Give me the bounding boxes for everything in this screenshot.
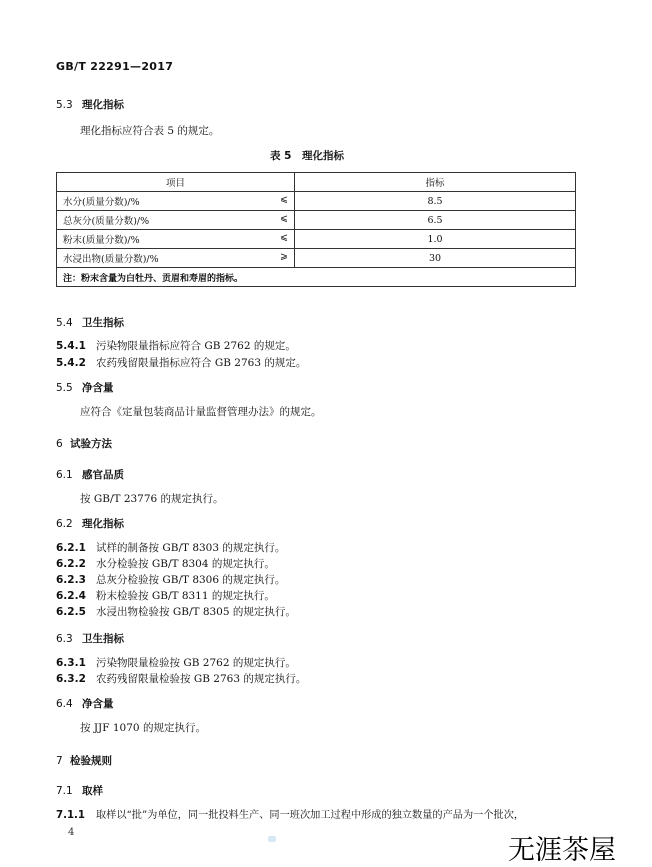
- table-row: [57, 230, 576, 249]
- row-operator: ⩽: [280, 232, 288, 243]
- row-item: 水浸出物(质量分数)/%: [63, 254, 159, 265]
- section-heading-6-4: 6.4 净含量: [56, 698, 114, 710]
- section-heading-6-2: 6.2 理化指标: [56, 518, 124, 530]
- page-number: 4: [68, 827, 75, 838]
- row-operator: ⩾: [280, 251, 288, 262]
- row-value: 6.5: [295, 211, 576, 230]
- table-row: [57, 192, 576, 211]
- list-item: 5.4.1 污染物限量指标应符合 GB 2762 的规定。: [56, 340, 296, 352]
- section-heading-6-3: 6.3 卫生指标: [56, 633, 124, 645]
- table-note-row: [57, 268, 576, 287]
- row-value: 8.5: [295, 192, 576, 211]
- section-heading-7-1: 7.1 取样: [56, 785, 103, 797]
- row-value: 30: [295, 249, 576, 268]
- section-text-6-4: 按 JJF 1070 的规定执行。: [80, 722, 206, 734]
- table-row: [57, 211, 576, 230]
- list-item: 6.3.1 污染物限量检验按 GB 2762 的规定执行。: [56, 657, 296, 669]
- table-header-value: 指标: [295, 173, 576, 192]
- row-value: 1.0: [295, 230, 576, 249]
- watermark-text: 无涯茶屋: [508, 835, 616, 866]
- row-operator: ⩽: [280, 194, 288, 205]
- list-item: 6.2.3 总灰分检验按 GB/T 8306 的规定执行。: [56, 574, 286, 586]
- table-header-row: [57, 173, 576, 192]
- section-heading-5-5: 5.5 净含量: [56, 382, 114, 394]
- list-item: 7.1.1 取样以“批”为单位，同一批投料生产、同一班次加工过程中形成的独立数量的产品为一个批次，: [56, 810, 525, 821]
- spec-table: [56, 172, 576, 287]
- scan-mark-icon: [268, 836, 276, 842]
- section-heading-5-3: 5.3 理化指标: [56, 99, 124, 111]
- section-heading-5-4: 5.4 卫生指标: [56, 317, 124, 329]
- list-item: 6.2.1 试样的制备按 GB/T 8303 的规定执行。: [56, 542, 286, 554]
- row-operator: ⩽: [280, 213, 288, 224]
- list-item: 6.2.5 水浸出物检验按 GB/T 8305 的规定执行。: [56, 606, 296, 618]
- list-item: 6.2.4 粉末检验按 GB/T 8311 的规定执行。: [56, 590, 275, 602]
- table-caption: 表 5 理化指标: [270, 150, 344, 162]
- table-note: 注：粉末含量为白牡丹、贡眉和寿眉的指标。: [57, 268, 576, 287]
- section-heading-6: 6 试验方法: [56, 438, 112, 450]
- row-item: 总灰分(质量分数)/%: [63, 216, 150, 227]
- section-heading-6-1: 6.1 感官品质: [56, 469, 124, 481]
- row-item: 水分(质量分数)/%: [63, 197, 140, 208]
- section-text-6-1: 按 GB/T 23776 的规定执行。: [80, 493, 224, 505]
- row-item: 粉末(质量分数)/%: [63, 235, 140, 246]
- standard-code: GB/T 22291—2017: [56, 60, 174, 73]
- list-item: 6.3.2 农药残留限量检验按 GB 2763 的规定执行。: [56, 673, 307, 685]
- table-header-item: 项目: [57, 173, 295, 192]
- table-row: [57, 249, 576, 268]
- section-heading-7: 7 检验规则: [56, 755, 112, 767]
- list-item: 5.4.2 农药残留限量指标应符合 GB 2763 的规定。: [56, 357, 307, 369]
- list-item: 6.2.2 水分检验按 GB/T 8304 的规定执行。: [56, 558, 275, 570]
- section-text-5-5: 应符合《定量包装商品计量监督管理办法》的规定。: [80, 406, 322, 418]
- section-text-5-3: 理化指标应符合表 5 的规定。: [80, 125, 220, 137]
